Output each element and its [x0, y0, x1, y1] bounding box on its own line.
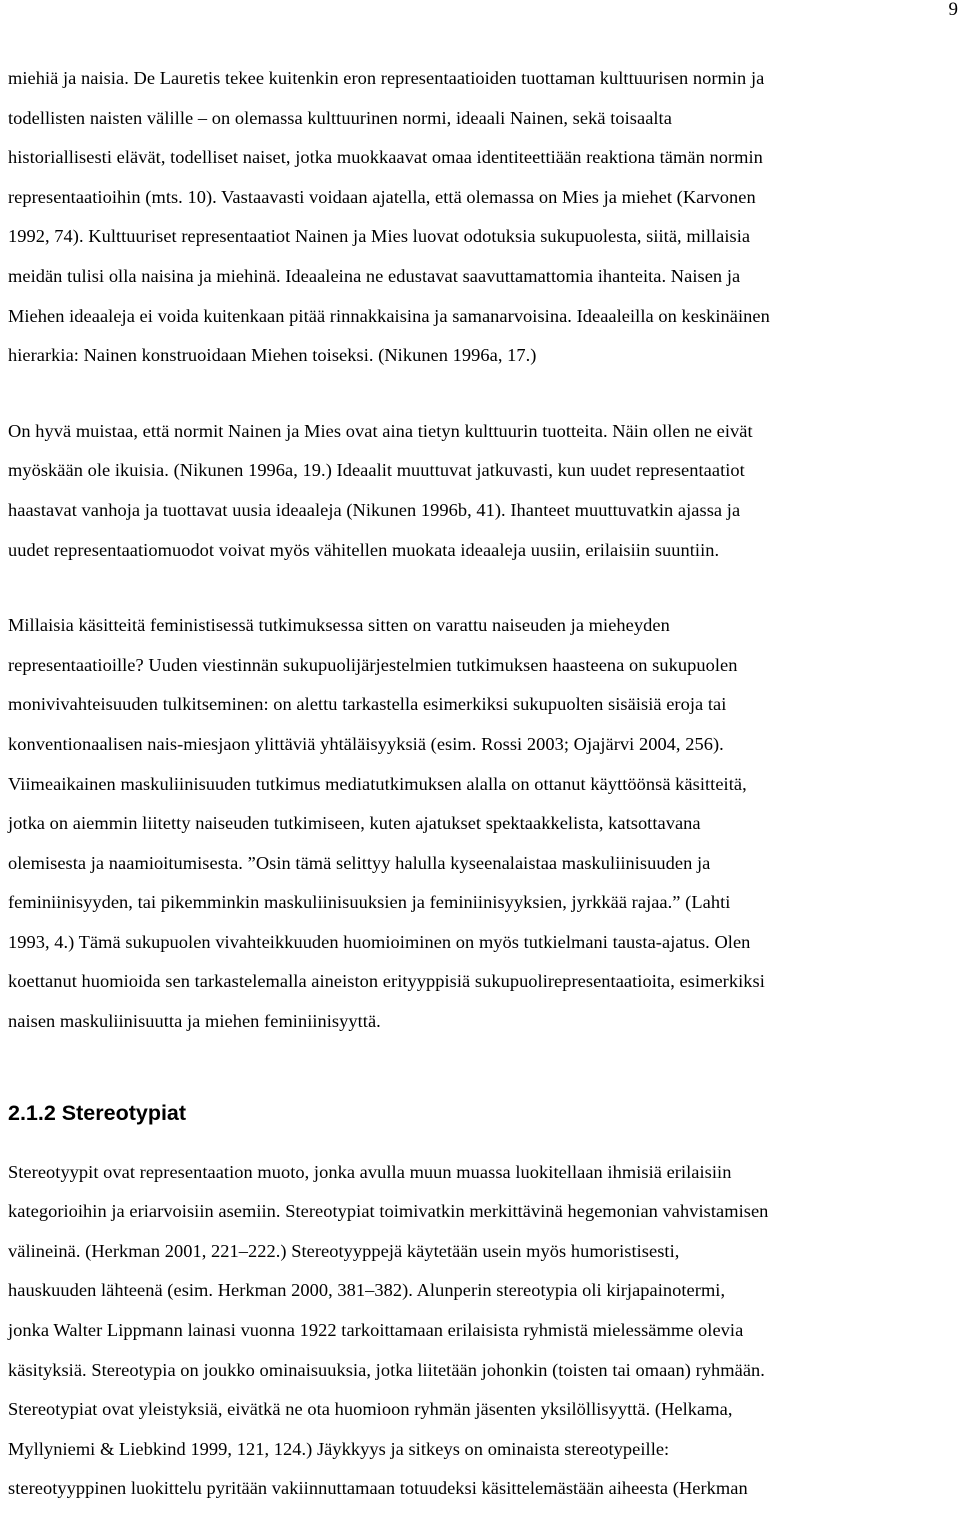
- text-line: haastavat vanhoja ja tuottavat uusia ideaaleja (Nikunen 1996b, 41). Ihanteet muuttuvatkin ajassa ja: [8, 499, 741, 520]
- text-line: todellisten naisten välille – on olemassa kulttuurinen normi, ideaali Nainen, sekä toisaalta: [8, 107, 672, 128]
- paragraph-1: [8, 59, 956, 376]
- text-line: stereotyyppinen luokittelu pyritään vakiinnuttamaan totuudeksi käsittelemästään aiheesta (Herkman: [8, 1478, 748, 1499]
- text-line: meidän tulisi olla naisina ja miehinä. Ideaaleina ne edustavat saavuttamattomia ihanteita. Naisen ja: [8, 265, 741, 286]
- text-line: uudet representaatiomuodot voivat myös vähitellen muokata ideaaleja uusiin, erilaisiin suuntiin.: [8, 539, 720, 560]
- text-line: miehiä ja naisia. De Lauretis tekee kuitenkin eron representaatioiden tuottaman kulttuurisen normin ja: [8, 68, 765, 88]
- page-number: 9: [948, 0, 958, 20]
- paragraph-3: [8, 606, 956, 1042]
- text-line: käsityksiä. Stereotypia on joukko ominaisuuksia, jotka liitetään johonkin (toisten tai omaan) ryhmään.: [8, 1359, 765, 1380]
- text-line: historiallisesti elävät, todelliset naiset, jotka muokkaavat omaa identiteettiään reaktiona tämän normin: [8, 147, 763, 168]
- text-line: konventionaalisen nais-miesjaon ylittäviä yhtäläisyyksiä (esim. Rossi 2003; Ojajärvi 2004, 256).: [8, 733, 724, 754]
- document-body: [8, 59, 956, 1509]
- section-paragraph: [8, 1153, 956, 1509]
- text-line: koettanut huomioida sen tarkastelemalla aineiston erityyppisiä sukupuolirepresentaatioita, esimerkiksi: [8, 971, 765, 992]
- text-line: Miehen ideaaleja ei voida kuitenkaan pitää rinnakkaisina ja samanarvoisina. Ideaaleilla on keskinäinen: [8, 305, 770, 326]
- text-line: representaatioihin (mts. 10). Vastaavasti voidaan ajatella, että olemassa on Mies ja miehet (Karvonen: [8, 186, 756, 207]
- text-line: olemisesta ja naamioitumisesta. ”Osin tämä selittyy halulla kyseenalaistaa maskuliinisuuden ja: [8, 852, 711, 873]
- text-line: myöskään ole ikuisia. (Nikunen 1996a, 19.) Ideaalit muuttuvat jatkuvasti, kun uudet representaatiot: [8, 460, 745, 481]
- text-line: Millaisia käsitteitä feministisessä tutkimuksessa sitten on varattu naiseuden ja mieheyden: [8, 615, 670, 636]
- paragraph-gap: [8, 376, 956, 412]
- text-line: jotka on aiemmin liitetty naiseuden tutkimiseen, kuten ajatukset spektaakkelista, katsottavana: [8, 813, 701, 834]
- section-gap: [8, 1042, 956, 1090]
- section-heading: 2.1.2 Stereotypiat: [8, 1100, 187, 1125]
- text-line: välineinä. (Herkman 2001, 221–222.) Stereotyyppejä käytetään usein myös humoristisesti,: [8, 1240, 680, 1261]
- text-line: On hyvä muistaa, että normit Nainen ja Mies ovat aina tietyn kulttuurin tuotteita. Näin ollen ne eivät: [8, 420, 753, 441]
- text-line: feminiinisyyden, tai pikemminkin maskuliinisuuksien ja feminiinisyyksien, jyrkkää rajaa.” (Lahti: [8, 892, 731, 913]
- text-line: jonka Walter Lippmann lainasi vuonna 1922 tarkoittamaan erilaisista ryhmistä mielessämme olevia: [8, 1320, 744, 1341]
- text-line: hauskuuden lähteenä (esim. Herkman 2000, 381–382). Alunperin stereotypia oli kirjapainotermi,: [8, 1280, 726, 1301]
- paragraph-2: [8, 412, 956, 570]
- text-line: 1992, 74). Kulttuuriset representaatiot Nainen ja Mies luovat odotuksia sukupuolesta, siitä, millaisia: [8, 226, 751, 247]
- paragraph-gap: [8, 570, 956, 606]
- text-line: Myllyniemi & Liebkind 1999, 121, 124.) Jäykkyys ja sitkeys on ominaista stereotypeille:: [8, 1438, 670, 1459]
- text-line: representaatioille? Uuden viestinnän sukupuolijärjestelmien tutkimuksen haasteena on sukupuolen: [8, 654, 738, 675]
- text-line: kategorioihin ja eriarvoisiin asemiin. Stereotypiat toimivatkin merkittävinä hegemonian vahvistamisen: [8, 1201, 769, 1222]
- text-line: 1993, 4.) Tämä sukupuolen vivahteikkuuden huomioiminen on myös tutkielmani tausta-ajatus. Olen: [8, 931, 751, 952]
- text-line: naisen maskuliinisuutta ja miehen feminiinisyyttä.: [8, 1011, 381, 1032]
- text-line: hierarkia: Nainen konstruoidaan Miehen toiseksi. (Nikunen 1996a, 17.): [8, 345, 537, 366]
- text-line: Stereotypiat ovat yleistyksiä, eivätkä ne ota huomioon ryhmän jäsenten yksilöllisyyttä. (Helkama,: [8, 1399, 733, 1420]
- text-line: Viimeaikainen maskuliinisuuden tutkimus mediatutkimuksen alalla on ottanut käyttöönsä käsitteitä,: [8, 773, 747, 794]
- text-line: Stereotyypit ovat representaation muoto, jonka avulla muun muassa luokitellaan ihmisiä erilaisiin: [8, 1161, 732, 1182]
- heading-gap: [8, 1133, 956, 1153]
- text-line: monivivahteisuuden tulkitseminen: on alettu tarkastella esimerkiksi sukupuolten sisäisiä eroja tai: [8, 694, 727, 715]
